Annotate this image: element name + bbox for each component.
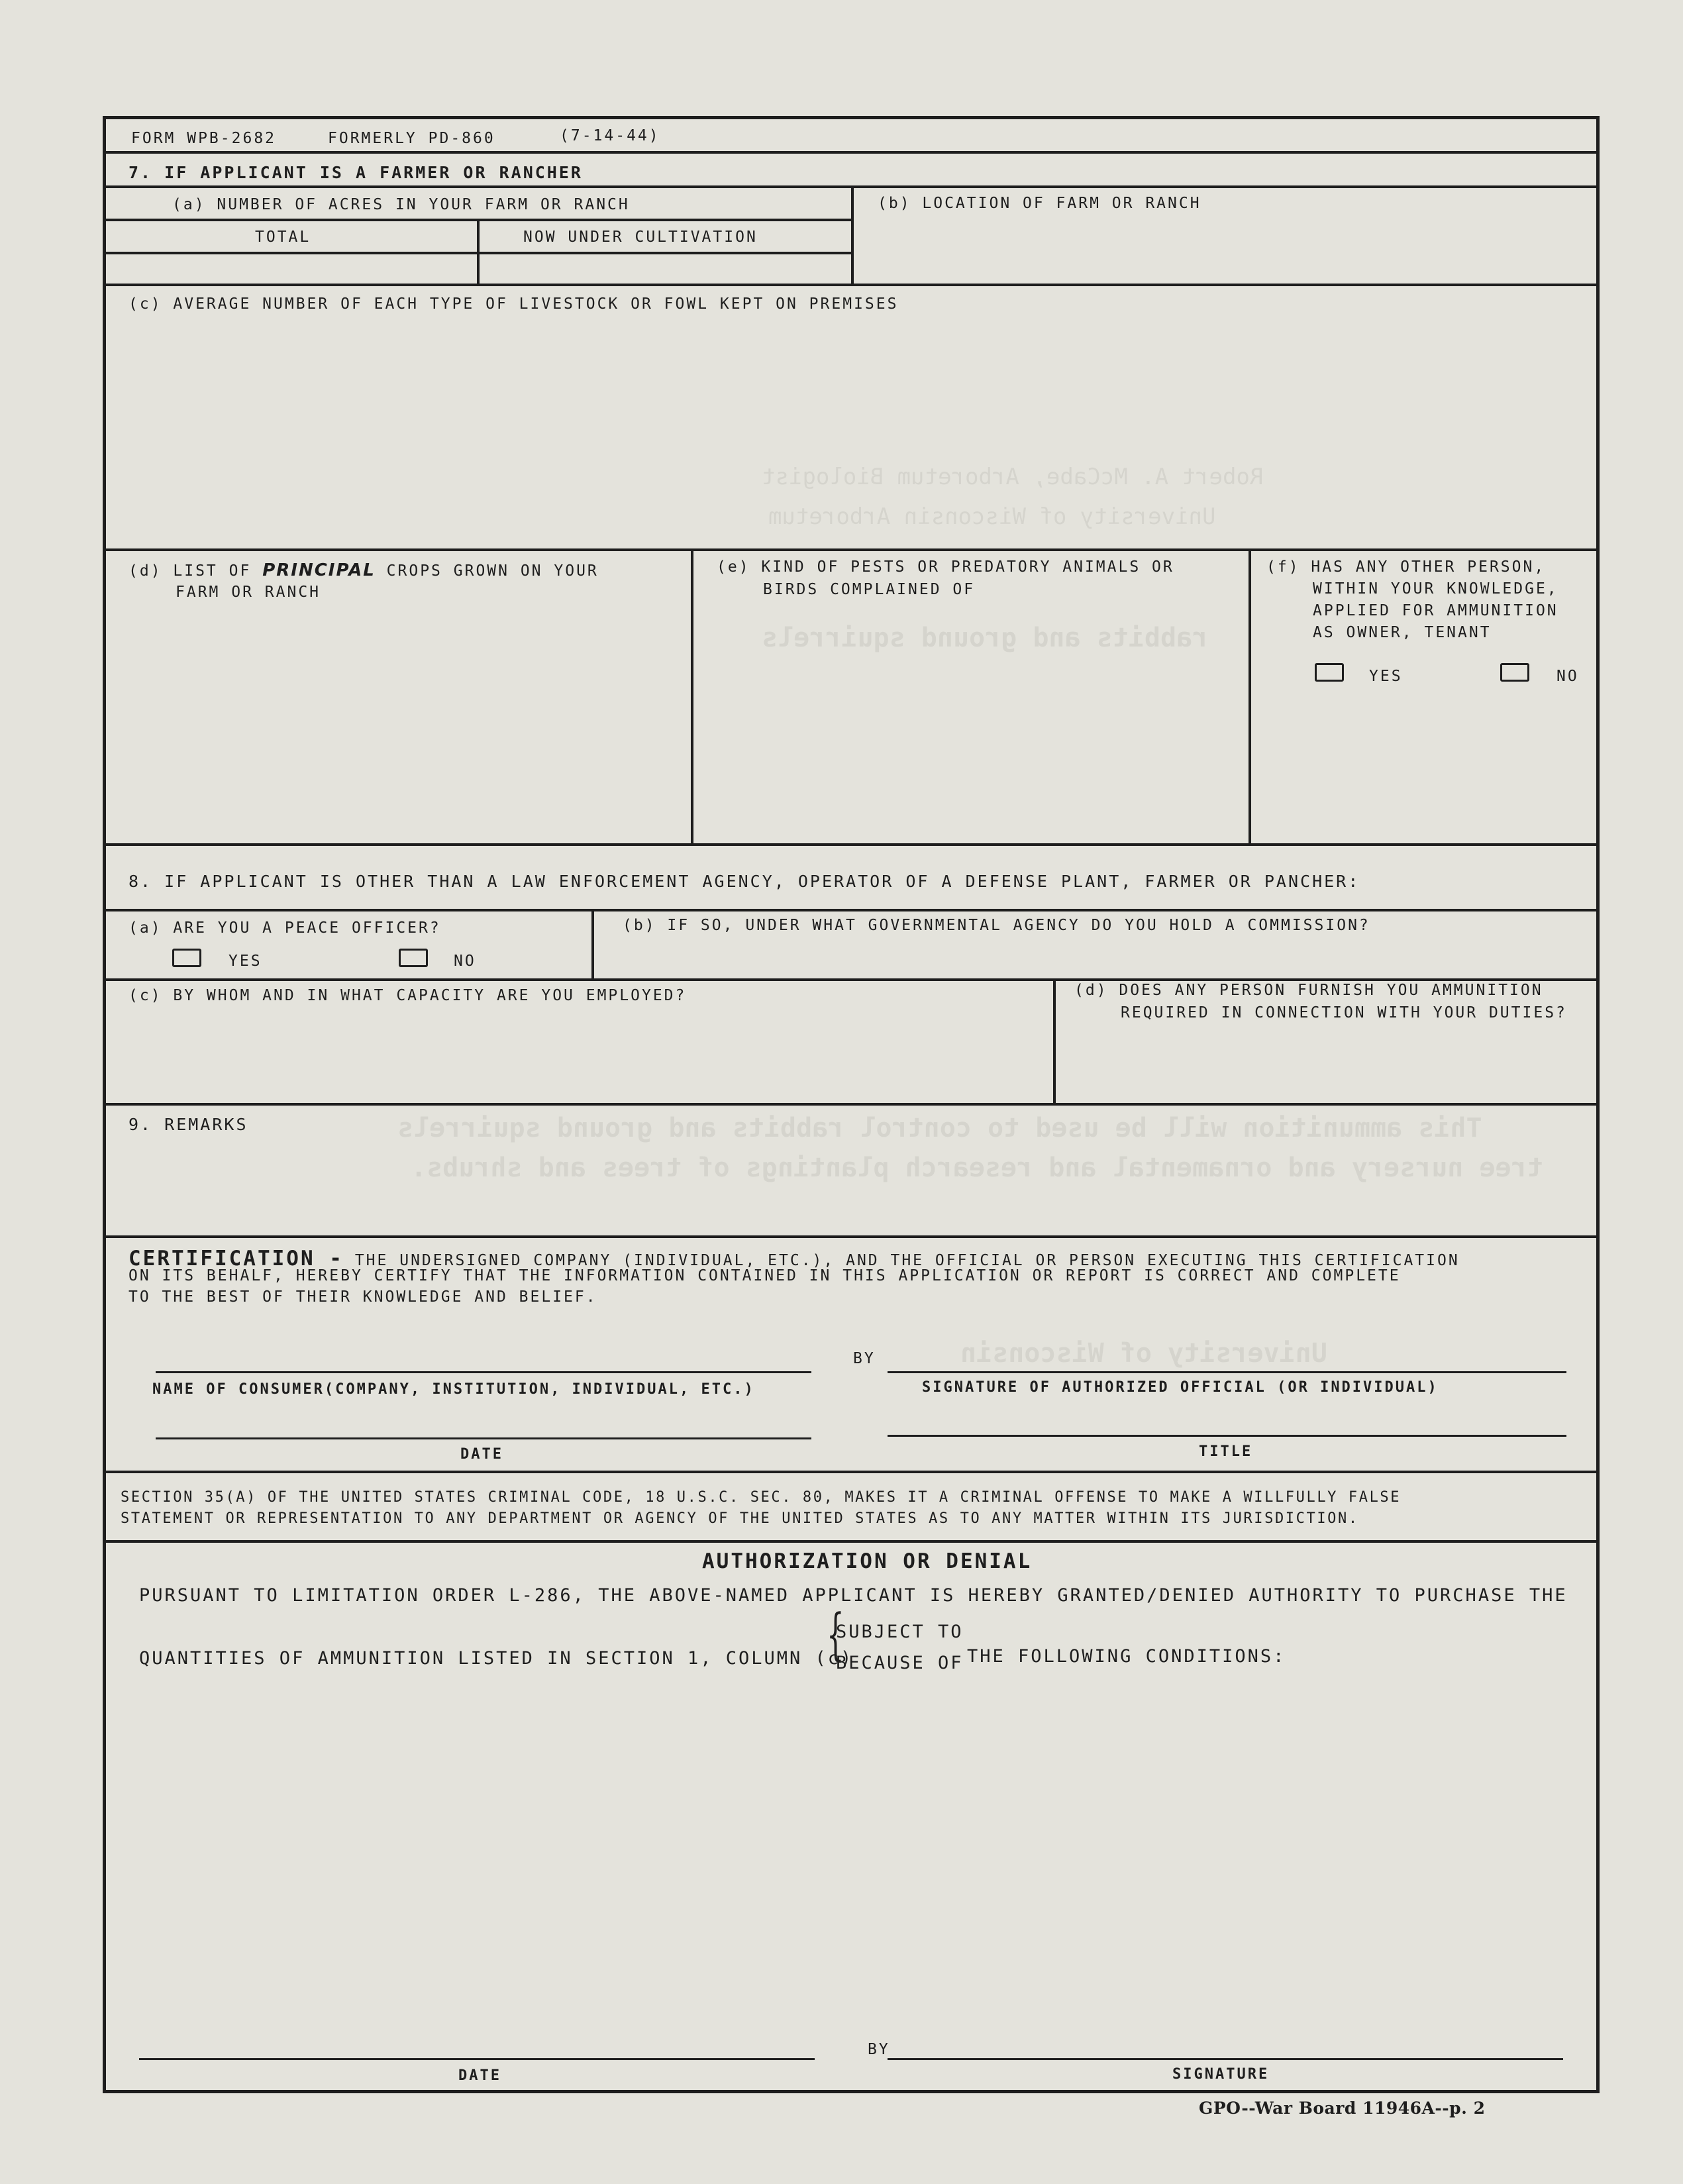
divider <box>591 909 594 978</box>
section-8b-label: (b) IF SO, UNDER WHAT GOVERNMENTAL AGENCY DO YOU HOLD A COMMISSION? <box>623 917 1370 934</box>
because-of-option[interactable]: BECAUSE OF <box>836 1653 964 1673</box>
section-7f-label-line4: AS OWNER, TENANT <box>1313 624 1492 641</box>
divider <box>106 1235 1596 1238</box>
bleed-through-text: tree nursery and ornamental and research plantings of trees and shrubs. <box>411 1153 1543 1183</box>
section-8c-label: (c) BY WHOM AND IN WHAT CAPACITY ARE YOU EMPLOYED? <box>128 987 687 1004</box>
authorization-by-label: BY <box>868 2041 890 2058</box>
certification-title-line[interactable] <box>888 1435 1566 1437</box>
consumer-name-line[interactable] <box>156 1371 811 1373</box>
criminal-code-notice-line2: STATEMENT OR REPRESENTATION TO ANY DEPARTMENT OR AGENCY OF THE UNITED STATES AS TO ANY MATTER WITHIN ITS JURISDICTION. <box>121 1510 1359 1527</box>
consumer-name-label: NAME OF CONSUMER(COMPANY, INSTITUTION, INDIVIDUAL, ETC.) <box>152 1381 755 1398</box>
section-7f-label-line2: WITHIN YOUR KNOWLEDGE, <box>1313 580 1558 598</box>
following-conditions-text: THE FOLLOWING CONDITIONS: <box>967 1646 1286 1667</box>
authorization-text-line1: PURSUANT TO LIMITATION ORDER L-286, THE ABOVE-NAMED APPLICANT IS HEREBY GRANTED/DENIED AUTHORITY TO PURCHASE THE <box>139 1585 1568 1606</box>
section-7f-yes-checkbox[interactable] <box>1315 663 1344 682</box>
bleed-through-text: Robert A. McCabe, Arboretum Biologist <box>762 464 1264 490</box>
divider <box>106 909 1596 911</box>
section-7f-label-line3: APPLIED FOR AMMUNITION <box>1313 602 1558 619</box>
section-8a-yes-checkbox[interactable] <box>172 949 201 967</box>
authorization-date-label: DATE <box>458 2067 501 2084</box>
section-8a-label: (a) ARE YOU A PEACE OFFICER? <box>128 919 441 937</box>
section-8a-yes-label: YES <box>229 953 262 970</box>
certification-text-line2: ON ITS BEHALF, HEREBY CERTIFY THAT THE INFORMATION CONTAINED IN THIS APPLICATION OR REPORT IS CORRECT AND COMPLETE <box>128 1267 1401 1284</box>
section-7e-label-line2: BIRDS COMPLAINED OF <box>763 581 976 598</box>
divider <box>106 1471 1596 1473</box>
divider <box>477 219 480 284</box>
acres-cultivated-header: NOW UNDER CULTIVATION <box>523 229 758 246</box>
divider <box>1053 978 1056 1103</box>
section-8d-label-line2: REQUIRED IN CONNECTION WITH YOUR DUTIES? <box>1121 1004 1567 1021</box>
certification-text-line3: TO THE BEST OF THEIR KNOWLEDGE AND BELIEF. <box>128 1288 597 1306</box>
bleed-through-text: University of Wisconsin Arboretum <box>768 503 1216 530</box>
form-wpb-2682 <box>103 116 1600 2093</box>
authorized-signature-line[interactable] <box>888 1371 1566 1373</box>
certification-title-label: TITLE <box>1199 1443 1253 1460</box>
by-label: BY <box>853 1350 876 1367</box>
section-7f-yes-label: YES <box>1369 668 1403 685</box>
bleed-through-text: This ammunition will be used to control rabbits and ground squirrels <box>397 1113 1482 1143</box>
section-7d-label: (d) LIST OF PRINCIPAL CROPS GROWN ON YOUR <box>128 560 599 580</box>
bleed-through-text: rabbits and ground squirrels <box>762 623 1209 653</box>
criminal-code-notice-line1: SECTION 35(A) OF THE UNITED STATES CRIMINAL CODE, 18 U.S.C. SEC. 80, MAKES IT A CRIMINAL OFFENSE TO MAKE A WILLFULLY FALSE <box>121 1489 1402 1506</box>
section-7a-label: (a) NUMBER OF ACRES IN YOUR FARM OR RANCH <box>172 196 630 213</box>
authorization-date-line[interactable] <box>139 2058 815 2060</box>
acres-total-header: TOTAL <box>255 229 311 246</box>
section-7c-label: (c) AVERAGE NUMBER OF EACH TYPE OF LIVESTOCK OR FOWL KEPT ON PREMISES <box>128 295 899 313</box>
authorization-text-line2: QUANTITIES OF AMMUNITION LISTED IN SECTION 1, COLUMN (c) <box>139 1648 854 1669</box>
section-8d-label: (d) DOES ANY PERSON FURNISH YOU AMMUNITION <box>1074 982 1543 999</box>
divider <box>106 1103 1596 1106</box>
brace-icon: { <box>827 1602 844 1667</box>
certification-date-label: DATE <box>460 1446 503 1463</box>
form-date: (7-14-44) <box>560 127 660 144</box>
divider <box>106 151 1596 154</box>
section-9-title: 9. REMARKS <box>128 1115 248 1134</box>
section-7-title: 7. IF APPLICANT IS A FARMER OR RANCHER <box>128 163 583 182</box>
divider <box>106 284 1596 286</box>
divider <box>1249 548 1251 843</box>
certification-text-line1: CERTIFICATION - THE UNDERSIGNED COMPANY (INDIVIDUAL, ETC.), AND THE OFFICIAL OR PERSON EXECUTING THIS CERTIFICATION <box>128 1247 1460 1271</box>
subject-to-option[interactable]: SUBJECT TO <box>836 1622 964 1642</box>
divider <box>691 548 693 843</box>
section-7e-label: (e) KIND OF PESTS OR PREDATORY ANIMALS OR <box>717 558 1174 576</box>
section-7f-label: (f) HAS ANY OTHER PERSON, <box>1266 558 1546 576</box>
divider <box>106 1540 1596 1543</box>
section-8a-no-checkbox[interactable] <box>399 949 428 967</box>
authorization-signature-line[interactable] <box>888 2058 1563 2060</box>
form-number: FORM WPB-2682 <box>131 130 277 147</box>
form-formerly: FORMERLY PD-860 <box>328 130 495 147</box>
divider <box>106 978 1596 981</box>
divider <box>106 548 1596 551</box>
section-7f-no-checkbox[interactable] <box>1500 663 1529 682</box>
divider <box>851 185 854 284</box>
section-7d-label-line2: FARM OR RANCH <box>176 584 321 601</box>
printer-imprint: GPO--War Board 11946A--p. 2 <box>1199 2099 1486 2118</box>
certification-date-line[interactable] <box>156 1437 811 1439</box>
authorization-heading: AUTHORIZATION OR DENIAL <box>702 1549 1033 1573</box>
section-8a-no-label: NO <box>454 953 476 970</box>
bleed-through-text: University of Wisconsin <box>960 1338 1327 1369</box>
section-7f-no-label: NO <box>1556 668 1579 685</box>
section-7b-label: (b) LOCATION OF FARM OR RANCH <box>878 195 1201 212</box>
divider <box>106 843 1596 846</box>
divider <box>106 252 852 254</box>
authorization-signature-label: SIGNATURE <box>1172 2066 1270 2083</box>
section-8-title: 8. IF APPLICANT IS OTHER THAN A LAW ENFORCEMENT AGENCY, OPERATOR OF A DEFENSE PLANT, FARMER OR PANCHER: <box>128 872 1360 891</box>
authorized-signature-label: SIGNATURE OF AUTHORIZED OFFICIAL (OR INDIVIDUAL) <box>922 1379 1439 1396</box>
